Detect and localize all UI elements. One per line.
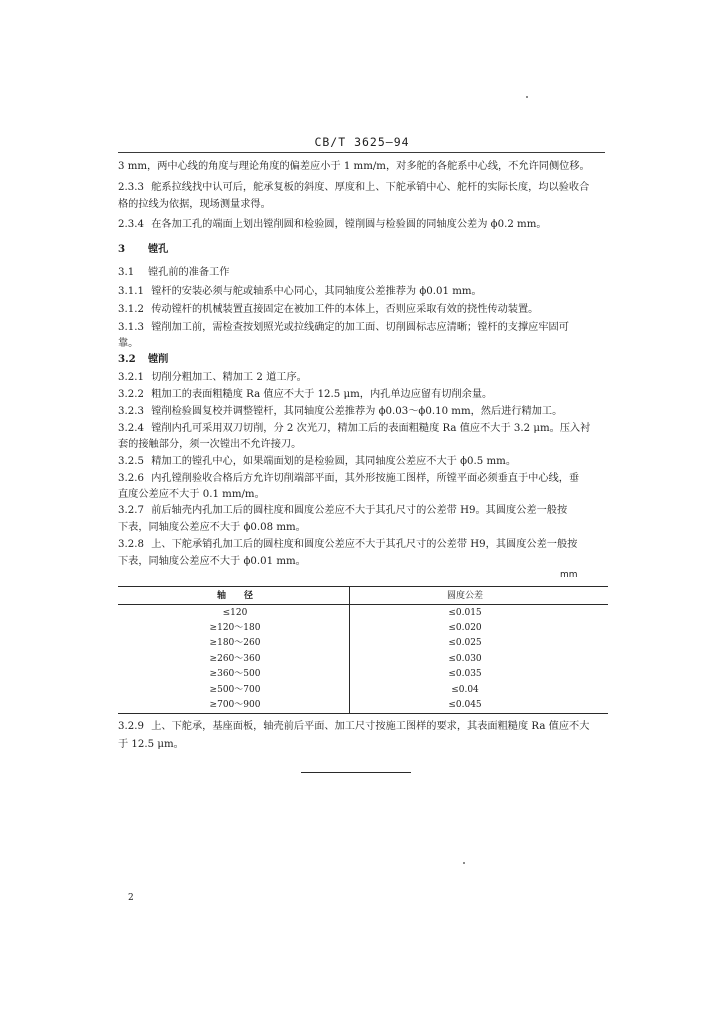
clause-3-1: 3.1 镗孔前的准备工作 xyxy=(118,267,230,278)
table-cell: ≥120～180 xyxy=(209,623,261,633)
table-header-rule xyxy=(118,604,608,605)
clause-3-2-4: 3.2.4 镗削内孔可采用双刀切削，分 2 次光刀，精加工后的表面粗糙度 Ra 值应不大于 3.2 μm。压入衬 xyxy=(118,423,591,434)
clause-3-2: 3.2 镗削 xyxy=(118,353,169,365)
table-header-roundness-tolerance: 圆度公差 xyxy=(446,591,483,601)
header-rule xyxy=(118,152,605,153)
table-cell: ≤0.030 xyxy=(448,654,482,664)
table-cell: ≤0.04 xyxy=(451,685,479,695)
table-cell: ≤0.020 xyxy=(448,623,482,633)
scan-speck xyxy=(463,862,465,864)
clause-3-1-2: 3.1.2 传动镗杆的机械装置直接固定在被加工件的本体上，否则应采取有效的挠性传动装置。 xyxy=(118,304,539,315)
table-unit: mm xyxy=(560,570,578,580)
clause-3-2-4-cont: 套的接触部分，须一次镗出不允许接刀。 xyxy=(118,439,302,450)
table-cell: ≤0.025 xyxy=(448,638,482,648)
table-top-rule xyxy=(118,586,608,587)
clause-2-3-3-cont: 格的拉线为依据，现场测量求得。 xyxy=(118,199,271,210)
scan-speck xyxy=(526,96,528,98)
clause-3-2-9-cont: 于 12.5 μm。 xyxy=(118,739,184,750)
clause-3-2-9: 3.2.9 上、下舵承，基座面板，轴壳前后平面、加工尺寸按施工图样的要求，其表面粗糙度 Ra 值应不大 xyxy=(118,721,590,732)
clause-3-2-2: 3.2.2 粗加工的表面粗糙度 Ra 值应不大于 12.5 μm，内孔单边应留有切削余量。 xyxy=(118,389,493,400)
clause-3-2-8: 3.2.8 上、下舵承销孔加工后的圆柱度和圆度公差应不大于其孔尺寸的公差带 H9，其圆度公差一般按 xyxy=(118,539,578,550)
clause-3-2-1: 3.2.1 切削分粗加工、精加工 2 道工序。 xyxy=(118,372,307,383)
clause-3-2-5: 3.2.5 精加工的镗孔中心，如果端面划的是检验圆，其同轴度公差应不大于 ϕ0.5 mm。 xyxy=(118,456,517,467)
table-cell: ≥180～260 xyxy=(209,638,261,648)
clause-3-2-8-cont: 下表，同轴度公差应不大于 ϕ0.01 mm。 xyxy=(118,556,306,567)
table-column-divider xyxy=(349,586,350,713)
table-cell: ≥260～360 xyxy=(209,654,261,664)
clause-2-3-4: 2.3.4 在各加工孔的端面上划出镗削圆和检验圆，镗削圆与检验圆的同轴度公差为 ϕ0.2 mm。 xyxy=(118,219,547,230)
table-cell: ≥360～500 xyxy=(209,669,261,679)
end-rule xyxy=(301,772,411,773)
clause-3-2-3: 3.2.3 镗削检验圆复校并调整镗杆，其同轴度公差推荐为 ϕ0.03～ϕ0.10 mm，然后进行精加工。 xyxy=(118,406,563,417)
clause-3-2-6: 3.2.6 内孔镗削验收合格后方允许切削端部平面，其外形按施工图样，所镗平面必须垂直于中心线，垂 xyxy=(118,473,580,484)
clause-2-3-3: 2.3.3 舵系拉线找中认可后，舵承复板的斜度、厚度和上、下舵承销中心、舵杆的实际长度，均以验收合 xyxy=(118,182,590,193)
clause-3-2-6-cont: 直度公差应不大于 0.1 mm/m。 xyxy=(118,489,265,500)
clause-3-1-1: 3.1.1 镗杆的安装必须与舵或轴系中心同心，其同轴度公差推荐为 ϕ0.01 mm。 xyxy=(118,286,482,297)
table-header-shaft-diameter: 轴 径 xyxy=(216,591,253,601)
clause-3-1-3-cont: 靠。 xyxy=(118,338,139,349)
clause-3-2-7: 3.2.7 前后轴壳内孔加工后的圆柱度和圆度公差应不大于其孔尺寸的公差带 H9。其圆度公差一般按 xyxy=(118,505,568,516)
table-cell: ≤120 xyxy=(222,608,248,618)
paragraph-line: 3 mm，两中心线的角度与理论角度的偏差应小于 1 mm/m，对多舵的各舵系中心线，不允许同侧位移。 xyxy=(118,161,590,172)
table-cell: ≥500～700 xyxy=(209,685,261,695)
table-cell: ≤0.015 xyxy=(448,608,482,618)
section-3-title: 3 镗孔 xyxy=(118,243,169,255)
table-cell: ≤0.045 xyxy=(448,700,482,710)
clause-3-2-7-cont: 下表，同轴度公差应不大于 ϕ0.08 mm。 xyxy=(118,522,306,533)
table-cell: ≤0.035 xyxy=(448,669,482,679)
page-number: 2 xyxy=(128,893,134,903)
table-bottom-rule xyxy=(118,713,608,714)
page-header-code: CB/T 3625—94 xyxy=(314,135,410,149)
clause-3-1-3: 3.1.3 镗削加工前，需检查按划照光或拉线确定的加工面、切削圆标志应清晰；镗杆的支撑应牢固可 xyxy=(118,322,569,333)
table-cell: ≥700～900 xyxy=(209,700,261,710)
